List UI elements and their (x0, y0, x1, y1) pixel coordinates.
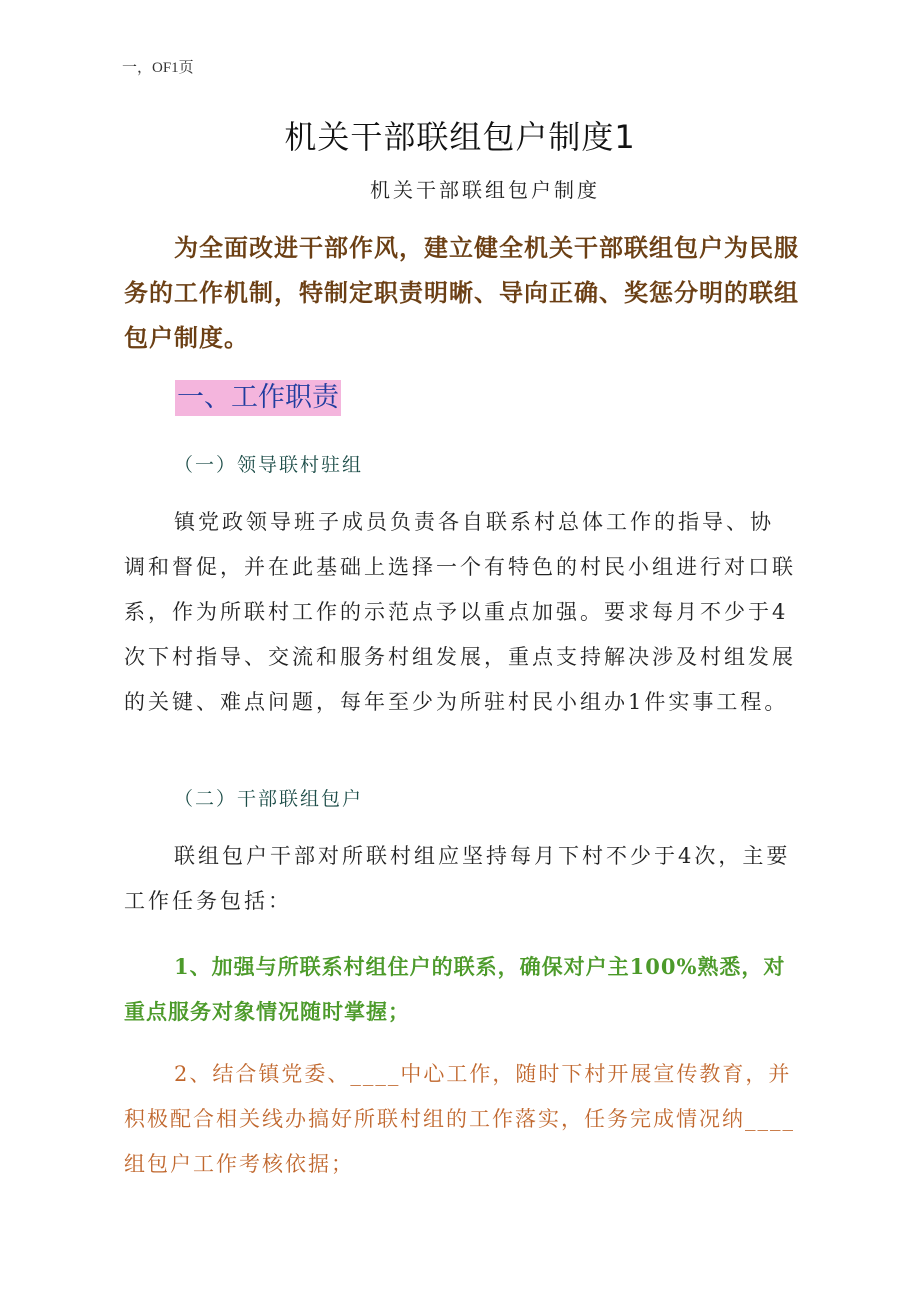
subsection-body-leaders: 镇党政领导班子成员负责各自联系村总体工作的指导、协调和督促，并在此基础上选择一个有特色的村民小组进行对口联系，作为所联村工作的示范点予以重点加强。要求每月不少于4次下村指导、交流和服务村组发展，重点支持解决涉及村组发展的关键、难点问题，每年至少为所驻村民小组办1件实事工程。 (124, 510, 796, 714)
list-item-1: 1、加强与所联系村组住户的联系，确保对户主100%熟悉，对重点服务对象情况随时掌握； (124, 954, 786, 1024)
intro-paragraph: 为全面改进干部作风，建立健全机关干部联组包户为民服务的工作机制，特制定职责明晰、导向正确、奖惩分明的联组包户制度。 (124, 234, 799, 352)
document-title: 机关干部联组包户制度1 (284, 118, 636, 156)
page-header-label: 一，OF1页 (122, 60, 194, 76)
subsection-heading-leaders: （一）领导联村驻组 (174, 454, 364, 476)
section-heading-duties: 一、工作职责 (175, 380, 341, 416)
subsection-heading-cadres: （二）干部联组包户 (174, 788, 364, 810)
subsection-body-cadres: 联组包户干部对所联村组应坚持每月下村不少于4次，主要工作任务包括： (124, 844, 791, 913)
document-subtitle: 机关干部联组包户制度 (370, 178, 600, 202)
list-item-2: 2、结合镇党委、____中心工作，随时下村开展宣传教育，并积极配合相关线办搞好所联村组的工作落实，任务完成情况纳____组包户工作考核依据； (124, 1062, 795, 1176)
